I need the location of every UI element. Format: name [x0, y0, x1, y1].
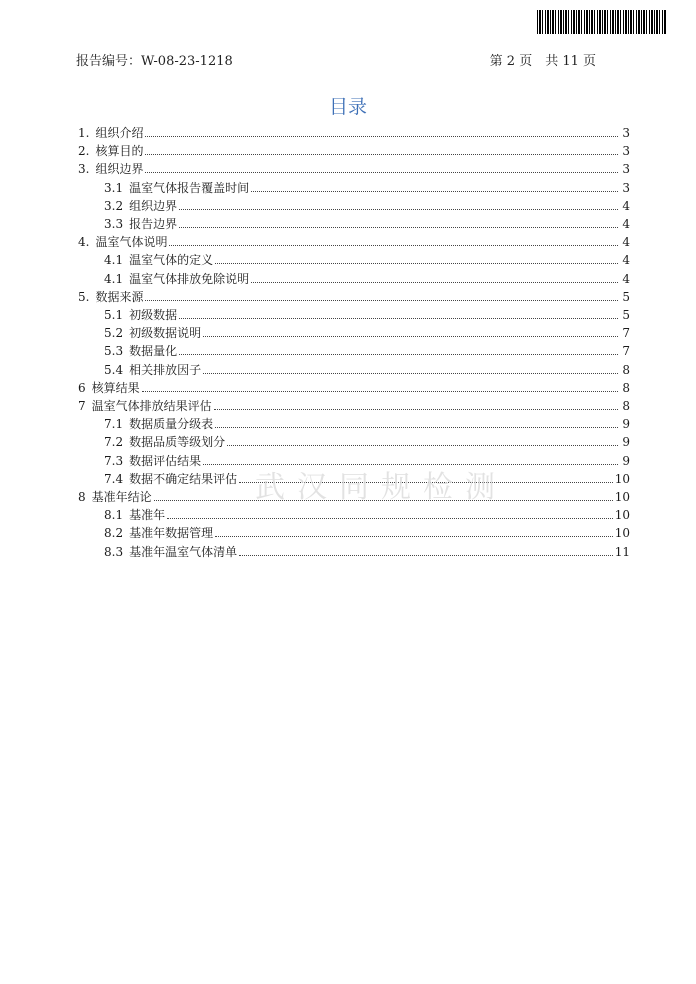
toc-entry-number: 8	[78, 490, 86, 505]
toc-title: 目录	[328, 96, 367, 118]
toc-entry[interactable]	[78, 306, 630, 324]
toc-entry-title: 数据质量分级表	[129, 417, 214, 432]
toc-entry[interactable]	[78, 160, 630, 178]
toc-entry-page: 7	[622, 326, 630, 341]
toc-entry-title: 组织边界	[95, 162, 144, 177]
toc-entry-title: 核算目的	[95, 144, 144, 159]
toc-entry[interactable]	[78, 179, 630, 197]
toc-entry-number: 3.2	[104, 198, 124, 213]
toc-leader-dots	[215, 263, 618, 264]
toc-entry-page: 10	[614, 490, 630, 505]
toc-entry-number: 4.1	[104, 271, 124, 286]
toc-entry-number: 5.2	[104, 326, 124, 341]
toc-leader-dots	[179, 227, 618, 228]
toc-entry-page: 9	[622, 417, 630, 432]
toc-leader-dots	[167, 518, 613, 519]
toc-leader-dots	[145, 172, 618, 173]
toc-entry-title: 基准年温室气体清单	[129, 544, 238, 559]
toc-entry-number: 3.	[78, 162, 90, 177]
toc-entry-number: 5.3	[104, 344, 124, 359]
toc-entry-page: 11	[614, 544, 630, 559]
toc-entry-page: 8	[622, 362, 630, 377]
report-number: 报告编号：W-08-23-1218	[76, 54, 233, 69]
toc-entry-number: 8.2	[104, 526, 124, 541]
toc-entry-page: 3	[622, 144, 630, 159]
toc-leader-dots	[251, 191, 618, 192]
toc-entry-title: 温室气体报告覆盖时间	[129, 180, 250, 195]
toc-entry-number: 5.1	[104, 308, 124, 323]
page-indicator: 第 2 页 共 11 页	[489, 54, 596, 69]
toc-entry-page: 5	[622, 289, 630, 304]
toc-entry-number: 8.3	[104, 544, 124, 559]
toc-entry-page: 8	[622, 399, 630, 414]
toc-entry-title: 数据不确定结果评估	[129, 471, 238, 486]
toc-entry-number: 7.1	[104, 417, 124, 432]
toc-entry-title: 数据量化	[129, 344, 178, 359]
toc-entry-page: 3	[622, 180, 630, 195]
toc-entry-number: 2.	[78, 144, 90, 159]
toc-leader-dots	[145, 154, 618, 155]
toc-entry[interactable]	[78, 433, 630, 451]
toc-entry-page: 3	[622, 162, 630, 177]
toc-entry[interactable]	[78, 524, 630, 542]
barcode-image	[537, 10, 667, 34]
toc-leader-dots	[179, 209, 618, 210]
toc-entry-title: 报告边界	[129, 217, 178, 232]
toc-entry-number: 4.1	[104, 253, 124, 268]
toc-entry-number: 7.4	[104, 471, 124, 486]
toc-entry[interactable]	[78, 215, 630, 233]
toc-leader-dots	[145, 300, 618, 301]
toc-leader-dots	[142, 391, 618, 392]
toc-entry-page: 4	[622, 235, 630, 250]
toc-entry-title: 基准年数据管理	[129, 526, 214, 541]
toc-leader-dots	[179, 354, 618, 355]
toc-entry-page: 4	[622, 198, 630, 213]
toc-leader-dots	[145, 136, 618, 137]
toc-leader-dots	[239, 555, 613, 556]
toc-entry-page: 3	[622, 126, 630, 140]
toc-entry-number: 7.3	[104, 453, 124, 468]
toc-entry-page: 4	[622, 253, 630, 268]
toc-entry-page: 9	[622, 435, 630, 450]
toc-entry-page: 4	[622, 271, 630, 286]
toc-entry-title: 温室气体说明	[95, 235, 168, 250]
toc-leader-dots	[227, 445, 618, 446]
toc-entry-page: 7	[622, 344, 630, 359]
toc-entry[interactable]	[78, 397, 630, 415]
toc-entry-page: 10	[614, 471, 630, 486]
toc-entry[interactable]	[78, 361, 630, 379]
toc-entry-number: 7.2	[104, 435, 124, 450]
toc-leader-dots	[215, 427, 618, 428]
toc-leader-dots	[214, 409, 618, 410]
toc-entry-title: 数据来源	[95, 289, 144, 304]
toc-entry-number: 4.	[78, 235, 90, 250]
toc-entry-title: 温室气体排放免除说明	[129, 271, 250, 286]
toc-entry[interactable]	[78, 506, 630, 524]
toc-leader-dots	[169, 245, 618, 246]
toc-entry[interactable]	[78, 142, 630, 160]
toc-entry[interactable]	[78, 379, 630, 397]
toc-entry-title: 数据品质等级划分	[129, 435, 226, 450]
toc-entry-title: 初级数据说明	[129, 326, 202, 341]
toc-entry-title: 数据评估结果	[129, 453, 202, 468]
toc-entry[interactable]	[78, 233, 630, 251]
toc-entry-number: 6	[78, 380, 86, 395]
toc-entry-title: 温室气体的定义	[129, 253, 214, 268]
toc-entry-title: 初级数据	[129, 308, 178, 323]
toc-entry-number: 5.	[78, 289, 90, 304]
toc-entry[interactable]	[78, 543, 630, 561]
toc-entry-page: 9	[622, 453, 630, 468]
toc-entry[interactable]	[78, 342, 630, 360]
toc-entry-title: 温室气体排放结果评估	[91, 399, 212, 414]
toc-entry-title: 核算结果	[91, 380, 140, 395]
toc-entry-number: 8.1	[104, 508, 124, 523]
toc-entry[interactable]	[78, 197, 630, 215]
toc-entry-number: 1.	[78, 126, 90, 140]
toc-entry-title: 基准年	[129, 508, 166, 523]
toc-entry-page: 4	[622, 217, 630, 232]
toc-entry-page: 10	[614, 508, 630, 523]
toc-entry[interactable]	[78, 124, 630, 142]
toc-entry-number: 7	[78, 399, 86, 414]
toc-entry-page: 10	[614, 526, 630, 541]
toc-entry[interactable]	[78, 251, 630, 269]
toc-leader-dots	[203, 373, 618, 374]
toc-entry[interactable]	[78, 415, 630, 433]
toc-entry-title: 基准年结论	[91, 490, 152, 505]
watermark: 武汉同规检测	[255, 470, 507, 505]
toc-leader-dots	[215, 536, 613, 537]
toc-entry-page: 8	[622, 380, 630, 395]
page-header	[76, 50, 596, 69]
toc-leader-dots	[251, 282, 618, 283]
toc-entry[interactable]	[78, 324, 630, 342]
toc-entry-number: 3.3	[104, 217, 124, 232]
toc-entry-title: 相关排放因子	[129, 362, 202, 377]
toc-entry-number: 3.1	[104, 180, 124, 195]
toc-entry-title: 组织介绍	[95, 126, 144, 140]
toc-entry-title: 组织边界	[129, 198, 178, 213]
toc-entry-number: 5.4	[104, 362, 124, 377]
toc-leader-dots	[203, 336, 618, 337]
toc-entry[interactable]	[78, 288, 630, 306]
toc-entry[interactable]	[78, 270, 630, 288]
toc-entry-page: 5	[622, 308, 630, 323]
toc-leader-dots	[179, 318, 618, 319]
